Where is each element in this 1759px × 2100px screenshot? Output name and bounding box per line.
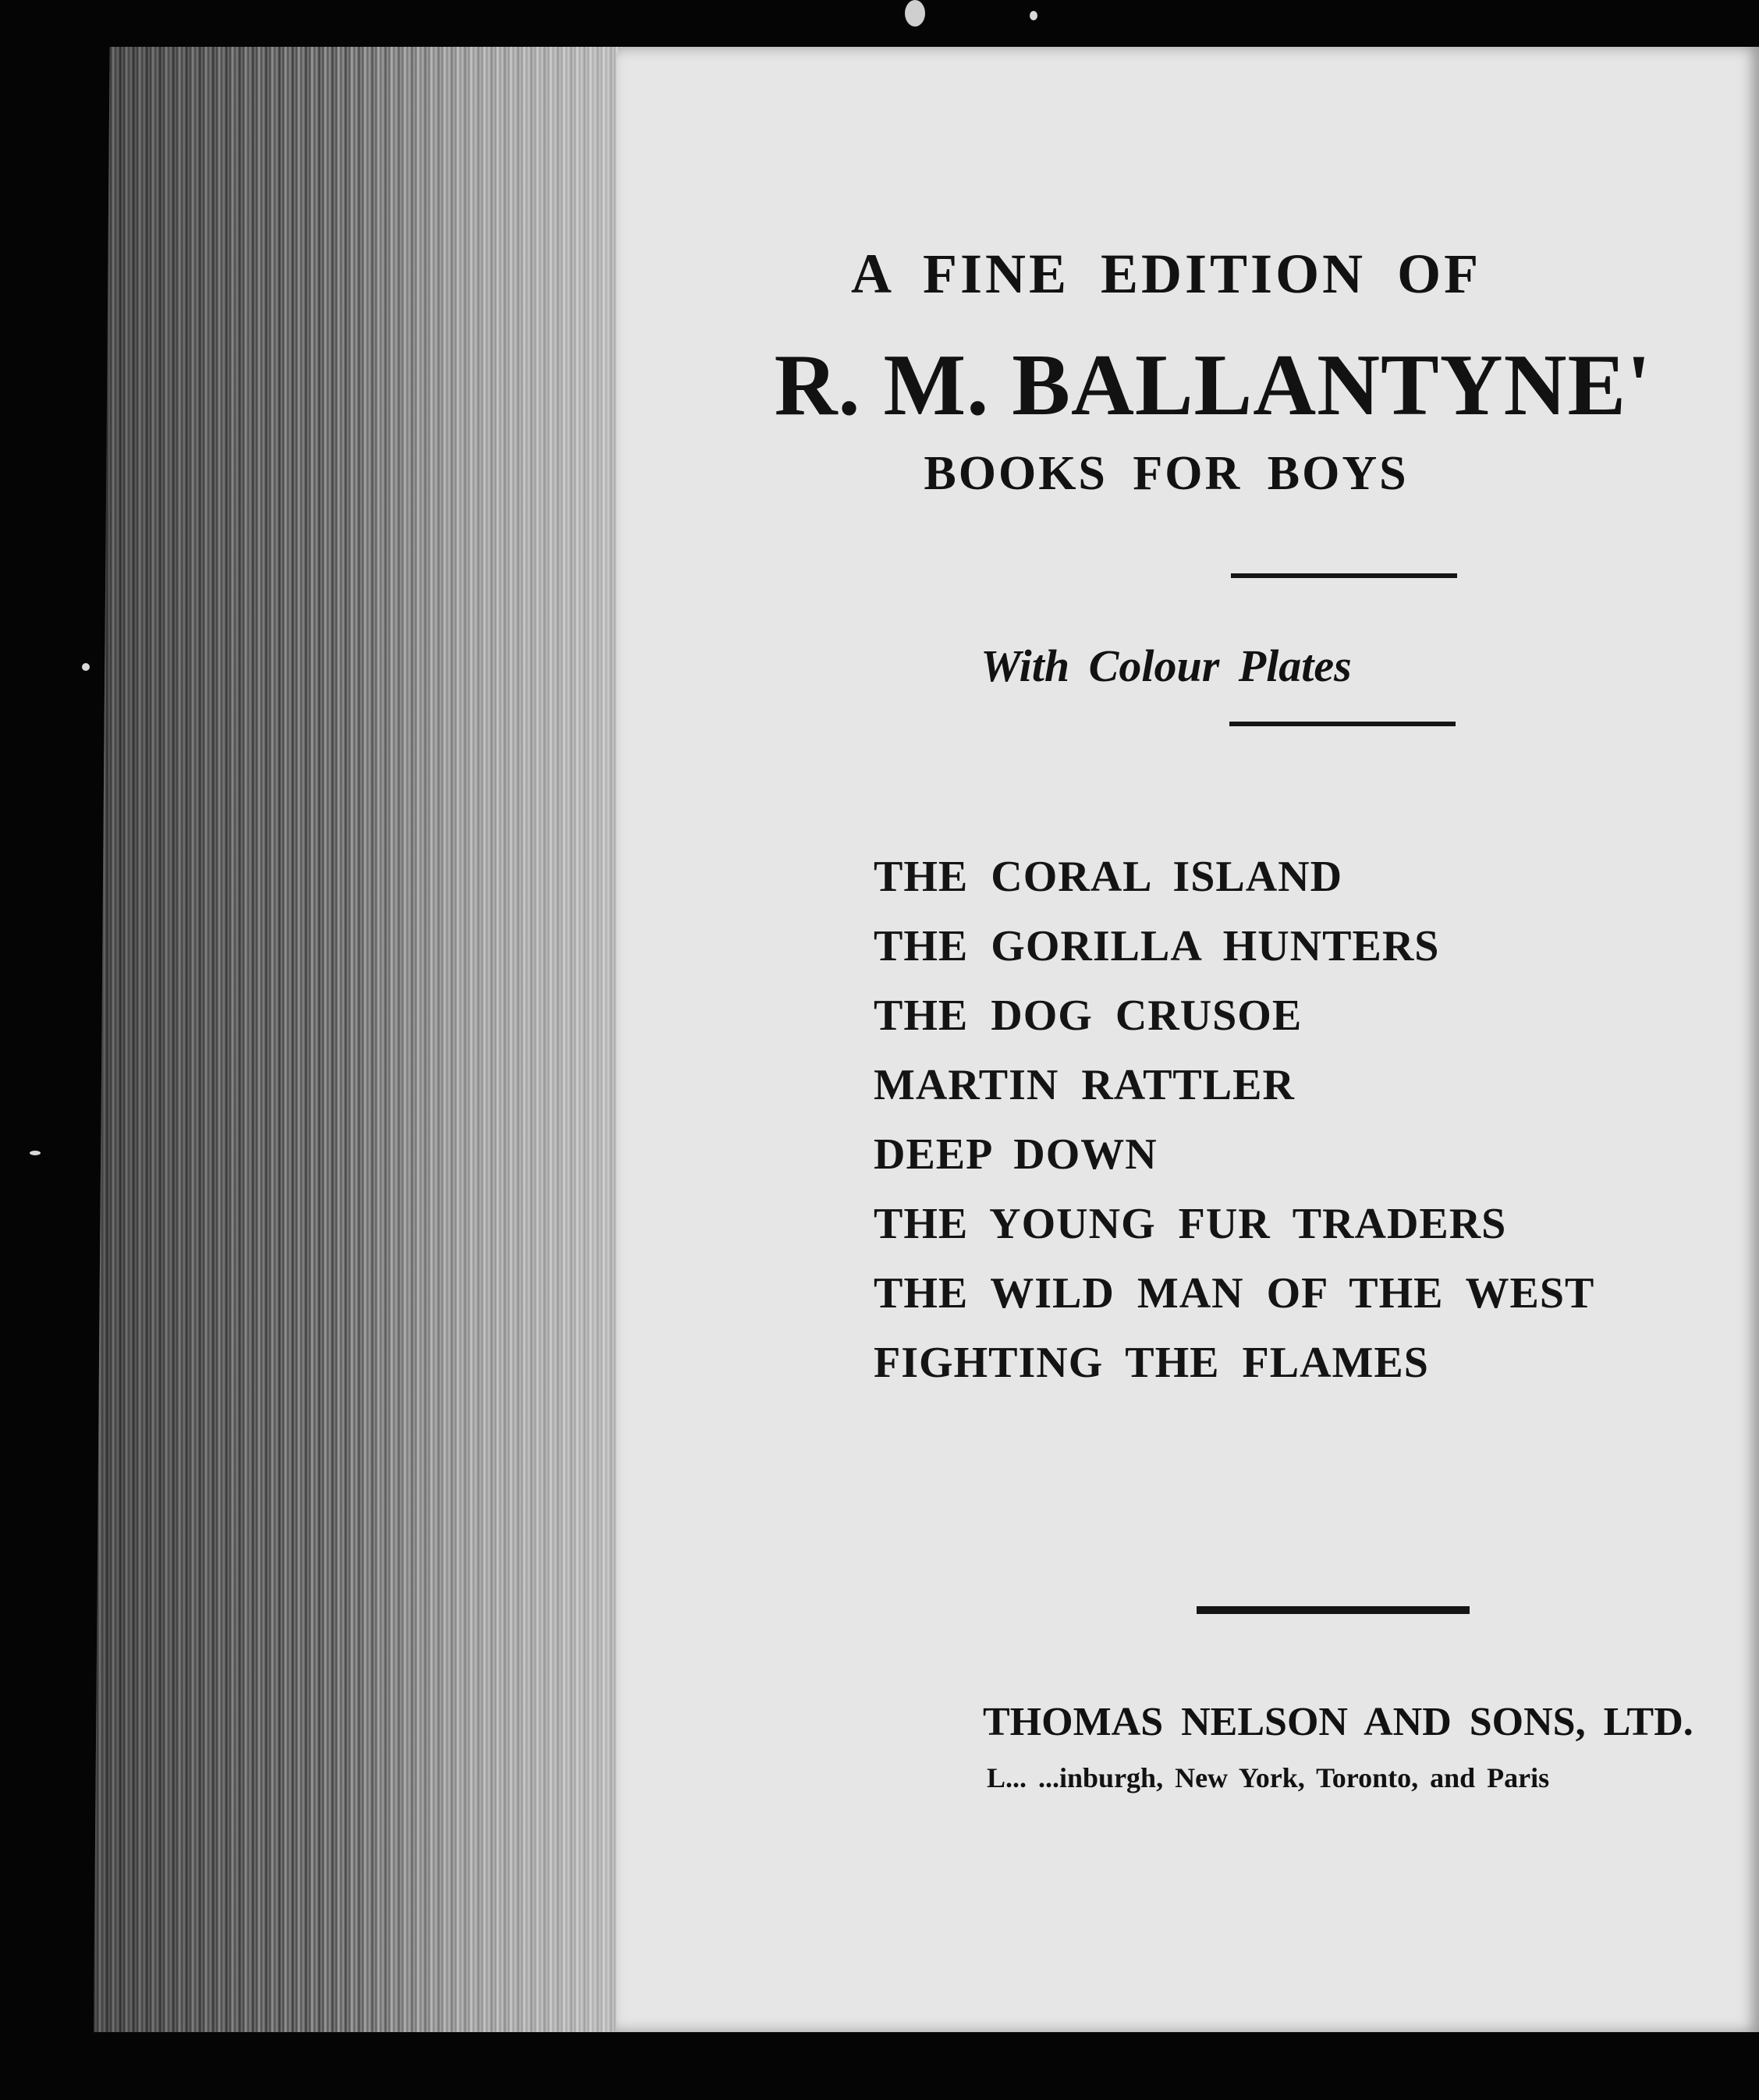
book-page-edges: [94, 47, 632, 2032]
book-title: MARTIN RATTLER: [874, 1061, 1295, 1109]
title-page: [616, 47, 1759, 2032]
book-title: THE CORAL ISLAND: [874, 853, 1343, 901]
book-title-list: [874, 842, 1594, 1398]
film-speck: [30, 1151, 41, 1155]
publisher-places: L... ...inburgh, New York, Toronto, and Paris: [987, 1762, 1550, 1793]
book-title: FIGHTING THE FLAMES: [874, 1339, 1429, 1387]
series-subtitle: BOOKS FOR BOYS: [924, 447, 1409, 500]
book-title: THE GORILLA HUNTERS: [874, 922, 1440, 970]
divider-rule: [1231, 573, 1457, 578]
film-speck: [1030, 11, 1037, 20]
publisher-name: THOMAS NELSON AND SONS, LTD.: [983, 1700, 1693, 1744]
film-speck: [82, 663, 90, 671]
edition-heading: A FINE EDITION OF: [850, 243, 1482, 305]
divider-rule: [1197, 1606, 1470, 1614]
book-title: DEEP DOWN: [874, 1130, 1158, 1179]
author-name: R. M. BALLANTYNE': [774, 337, 1652, 434]
divider-rule: [1229, 722, 1456, 726]
book-title: THE DOG CRUSOE: [874, 991, 1303, 1040]
book-title: THE WILD MAN OF THE WEST: [874, 1269, 1595, 1318]
colour-plates-tagline: With Colour Plates: [981, 640, 1352, 691]
book-title: THE YOUNG FUR TRADERS: [874, 1200, 1507, 1248]
film-speck: [905, 0, 925, 27]
